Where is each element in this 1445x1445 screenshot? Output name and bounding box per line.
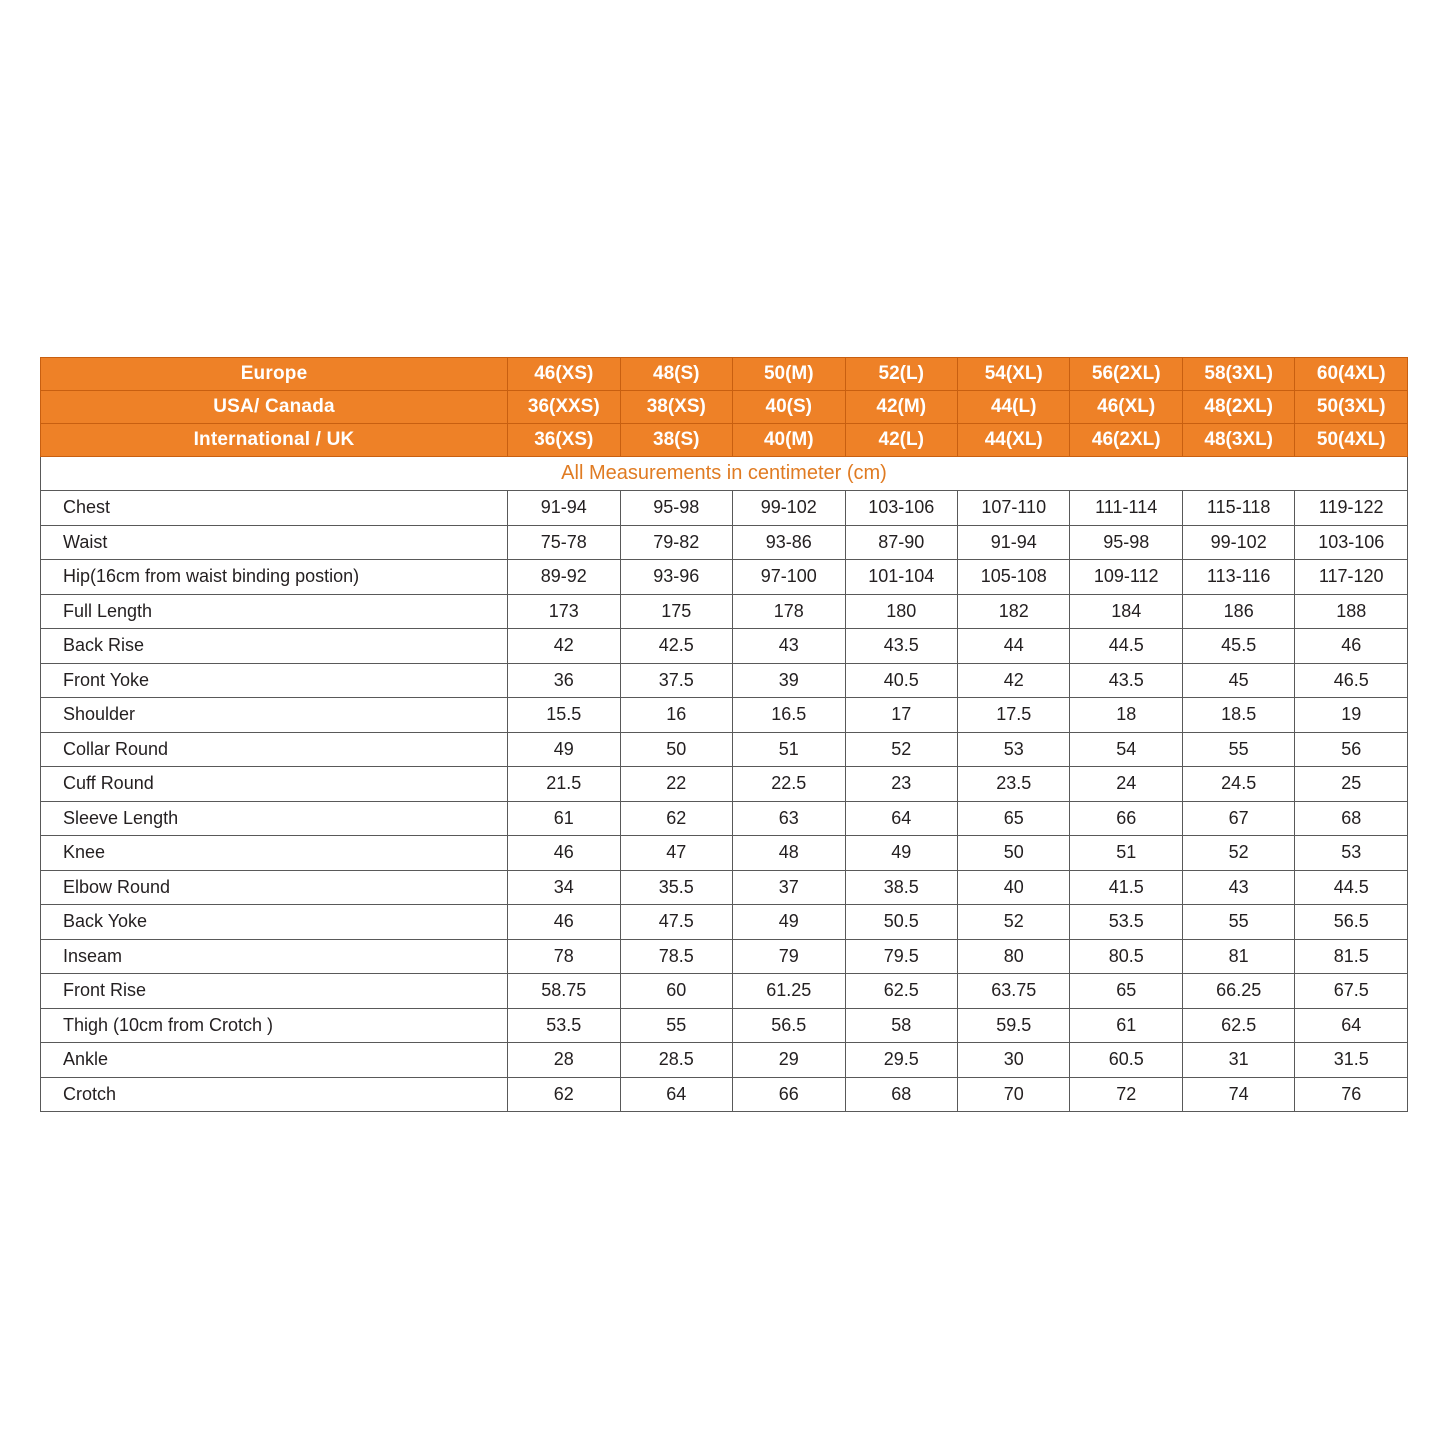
table-cell: 97-100 [733,560,845,595]
table-row [41,939,1408,974]
table-cell: 93-86 [733,525,845,560]
table-cell: 66 [1070,801,1182,836]
table-cell: 111-114 [1070,491,1182,526]
table-cell: 76 [1295,1077,1408,1112]
table-cell: 22.5 [733,767,845,802]
table-cell: 184 [1070,594,1182,629]
table-cell: 78.5 [620,939,732,974]
table-cell: 49 [845,836,957,871]
header-label-usa-canada: USA/ Canada [41,391,508,424]
table-cell: 17 [845,698,957,733]
table-cell: 28 [508,1043,620,1078]
table-cell: 61 [508,801,620,836]
table-row [41,732,1408,767]
table-cell: 25 [1295,767,1408,802]
table-cell: 50.5 [845,905,957,940]
table-cell: 47.5 [620,905,732,940]
table-cell: 15.5 [508,698,620,733]
table-cell: 55 [1182,905,1294,940]
table-cell: 31 [1182,1043,1294,1078]
table-cell: 64 [845,801,957,836]
header-cell: 52(L) [845,358,957,391]
table-cell: 44.5 [1070,629,1182,664]
row-label: Full Length [41,594,508,629]
table-cell: 66.25 [1182,974,1294,1009]
table-row [41,974,1408,1009]
measurement-note: All Measurements in centimeter (cm) [41,457,1408,491]
header-cell: 50(4XL) [1295,424,1408,457]
table-cell: 64 [620,1077,732,1112]
table-cell: 72 [1070,1077,1182,1112]
table-cell: 43.5 [1070,663,1182,698]
table-cell: 95-98 [620,491,732,526]
row-label: Collar Round [41,732,508,767]
table-cell: 173 [508,594,620,629]
table-cell: 18.5 [1182,698,1294,733]
table-cell: 66 [733,1077,845,1112]
table-cell: 68 [1295,801,1408,836]
table-cell: 79-82 [620,525,732,560]
table-cell: 56.5 [733,1008,845,1043]
table-cell: 101-104 [845,560,957,595]
table-cell: 36 [508,663,620,698]
table-cell: 22 [620,767,732,802]
table-cell: 65 [957,801,1069,836]
table-cell: 43.5 [845,629,957,664]
table-cell: 44.5 [1295,870,1408,905]
table-cell: 81 [1182,939,1294,974]
table-cell: 16.5 [733,698,845,733]
row-label: Inseam [41,939,508,974]
header-cell: 54(XL) [957,358,1069,391]
table-cell: 105-108 [957,560,1069,595]
table-cell: 115-118 [1182,491,1294,526]
table-cell: 188 [1295,594,1408,629]
header-cell: 48(S) [620,358,732,391]
table-cell: 46 [508,905,620,940]
table-cell: 23 [845,767,957,802]
table-cell: 53 [1295,836,1408,871]
table-cell: 35.5 [620,870,732,905]
table-cell: 55 [1182,732,1294,767]
table-cell: 43 [1182,870,1294,905]
row-label: Ankle [41,1043,508,1078]
header-cell: 40(M) [733,424,845,457]
table-row [41,801,1408,836]
table-cell: 17.5 [957,698,1069,733]
table-cell: 87-90 [845,525,957,560]
table-cell: 42 [957,663,1069,698]
table-row [41,836,1408,871]
table-cell: 43 [733,629,845,664]
header-cell: 48(2XL) [1182,391,1294,424]
header-row-usa-canada [41,391,1408,424]
table-cell: 56.5 [1295,905,1408,940]
table-cell: 107-110 [957,491,1069,526]
table-cell: 80.5 [1070,939,1182,974]
header-cell: 46(XL) [1070,391,1182,424]
table-cell: 103-106 [845,491,957,526]
table-cell: 28.5 [620,1043,732,1078]
table-cell: 42 [508,629,620,664]
table-cell: 80 [957,939,1069,974]
table-cell: 53.5 [1070,905,1182,940]
table-row [41,1077,1408,1112]
table-cell: 34 [508,870,620,905]
table-cell: 56 [1295,732,1408,767]
table-cell: 24.5 [1182,767,1294,802]
table-cell: 103-106 [1295,525,1408,560]
measurement-note-row [41,457,1408,491]
table-cell: 52 [1182,836,1294,871]
row-label: Crotch [41,1077,508,1112]
header-cell: 58(3XL) [1182,358,1294,391]
table-cell: 75-78 [508,525,620,560]
table-cell: 91-94 [508,491,620,526]
header-cell: 46(XS) [508,358,620,391]
table-cell: 29.5 [845,1043,957,1078]
table-cell: 40.5 [845,663,957,698]
table-row [41,905,1408,940]
table-cell: 95-98 [1070,525,1182,560]
header-row-europe [41,358,1408,391]
row-label: Back Yoke [41,905,508,940]
table-cell: 60.5 [1070,1043,1182,1078]
header-cell: 40(S) [733,391,845,424]
table-cell: 67.5 [1295,974,1408,1009]
table-cell: 45 [1182,663,1294,698]
header-cell: 60(4XL) [1295,358,1408,391]
table-cell: 178 [733,594,845,629]
table-cell: 58.75 [508,974,620,1009]
table-cell: 74 [1182,1077,1294,1112]
table-cell: 49 [508,732,620,767]
header-cell: 50(M) [733,358,845,391]
table-cell: 182 [957,594,1069,629]
table-cell: 62.5 [1182,1008,1294,1043]
table-row [41,870,1408,905]
size-chart-body [41,358,1408,1112]
table-cell: 45.5 [1182,629,1294,664]
table-cell: 42.5 [620,629,732,664]
header-cell: 48(3XL) [1182,424,1294,457]
table-cell: 52 [957,905,1069,940]
table-row [41,1008,1408,1043]
table-cell: 51 [1070,836,1182,871]
table-cell: 55 [620,1008,732,1043]
header-row-international-uk [41,424,1408,457]
table-row [41,594,1408,629]
header-cell: 42(L) [845,424,957,457]
row-label: Front Rise [41,974,508,1009]
table-cell: 29 [733,1043,845,1078]
row-label: Elbow Round [41,870,508,905]
table-cell: 18 [1070,698,1182,733]
table-cell: 63.75 [957,974,1069,1009]
table-cell: 31.5 [1295,1043,1408,1078]
row-label: Waist [41,525,508,560]
table-cell: 41.5 [1070,870,1182,905]
table-cell: 78 [508,939,620,974]
row-label: Chest [41,491,508,526]
table-cell: 47 [620,836,732,871]
table-cell: 23.5 [957,767,1069,802]
header-cell: 50(3XL) [1295,391,1408,424]
table-cell: 180 [845,594,957,629]
table-cell: 64 [1295,1008,1408,1043]
table-cell: 117-120 [1295,560,1408,595]
table-cell: 175 [620,594,732,629]
header-cell: 38(XS) [620,391,732,424]
row-label: Cuff Round [41,767,508,802]
row-label: Back Rise [41,629,508,664]
table-cell: 38.5 [845,870,957,905]
table-cell: 109-112 [1070,560,1182,595]
size-chart-table [40,357,1408,1112]
table-cell: 61 [1070,1008,1182,1043]
table-cell: 37 [733,870,845,905]
table-row [41,525,1408,560]
table-cell: 49 [733,905,845,940]
row-label: Front Yoke [41,663,508,698]
table-cell: 24 [1070,767,1182,802]
size-chart-container [40,357,1408,1112]
header-cell: 42(M) [845,391,957,424]
row-label: Hip(16cm from waist binding postion) [41,560,508,595]
row-label: Sleeve Length [41,801,508,836]
table-cell: 186 [1182,594,1294,629]
table-cell: 37.5 [620,663,732,698]
table-cell: 62 [620,801,732,836]
table-cell: 99-102 [733,491,845,526]
table-cell: 70 [957,1077,1069,1112]
table-cell: 113-116 [1182,560,1294,595]
header-cell: 44(L) [957,391,1069,424]
table-cell: 46.5 [1295,663,1408,698]
table-cell: 65 [1070,974,1182,1009]
table-cell: 46 [1295,629,1408,664]
table-cell: 67 [1182,801,1294,836]
table-row [41,560,1408,595]
row-label: Shoulder [41,698,508,733]
table-cell: 79.5 [845,939,957,974]
table-cell: 62.5 [845,974,957,1009]
table-cell: 51 [733,732,845,767]
table-row [41,698,1408,733]
table-cell: 16 [620,698,732,733]
table-cell: 79 [733,939,845,974]
header-label-international-uk: International / UK [41,424,508,457]
header-cell: 56(2XL) [1070,358,1182,391]
table-row [41,1043,1408,1078]
table-cell: 54 [1070,732,1182,767]
header-cell: 36(XS) [508,424,620,457]
table-cell: 99-102 [1182,525,1294,560]
table-cell: 58 [845,1008,957,1043]
table-cell: 60 [620,974,732,1009]
table-cell: 40 [957,870,1069,905]
table-cell: 61.25 [733,974,845,1009]
table-cell: 93-96 [620,560,732,595]
table-cell: 48 [733,836,845,871]
table-cell: 53.5 [508,1008,620,1043]
table-cell: 19 [1295,698,1408,733]
table-cell: 46 [508,836,620,871]
table-cell: 62 [508,1077,620,1112]
header-cell: 36(XXS) [508,391,620,424]
table-row [41,767,1408,802]
table-cell: 52 [845,732,957,767]
table-row [41,629,1408,664]
header-cell: 38(S) [620,424,732,457]
table-cell: 53 [957,732,1069,767]
table-row [41,663,1408,698]
row-label: Thigh (10cm from Crotch ) [41,1008,508,1043]
table-cell: 68 [845,1077,957,1112]
table-cell: 50 [620,732,732,767]
table-row [41,491,1408,526]
header-cell: 44(XL) [957,424,1069,457]
table-cell: 39 [733,663,845,698]
table-cell: 21.5 [508,767,620,802]
header-cell: 46(2XL) [1070,424,1182,457]
table-cell: 81.5 [1295,939,1408,974]
row-label: Knee [41,836,508,871]
table-cell: 44 [957,629,1069,664]
table-cell: 59.5 [957,1008,1069,1043]
table-cell: 119-122 [1295,491,1408,526]
header-label-europe: Europe [41,358,508,391]
table-cell: 30 [957,1043,1069,1078]
table-cell: 63 [733,801,845,836]
table-cell: 89-92 [508,560,620,595]
table-cell: 91-94 [957,525,1069,560]
table-cell: 50 [957,836,1069,871]
